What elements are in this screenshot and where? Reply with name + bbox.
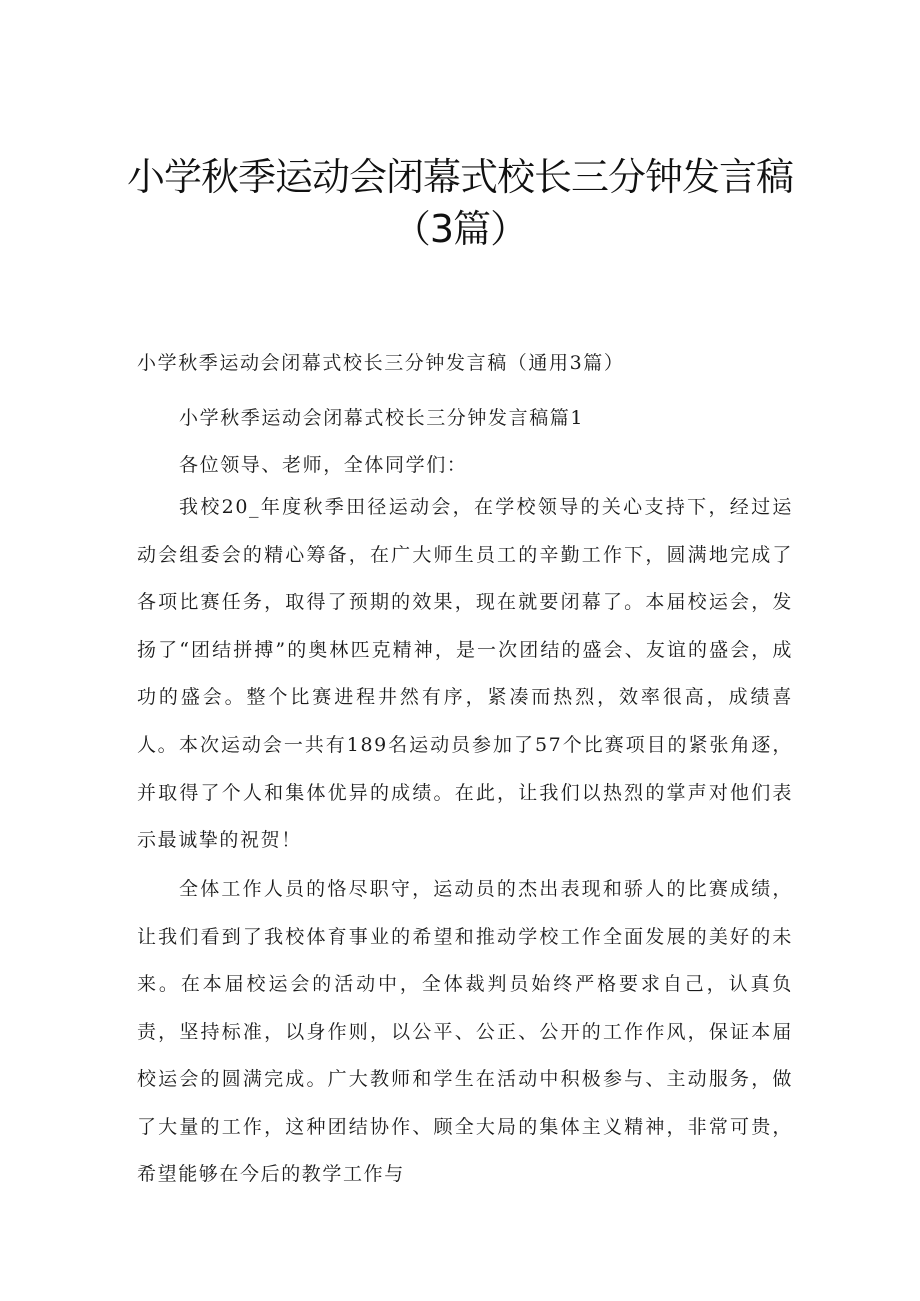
- document-title-line-1: 小学秋季运动会闭幕式校长三分钟发言稿: [126, 155, 793, 199]
- body-paragraph-1: 我校20_年度秋季田径运动会，在学校领导的关心支持下，经过运动会组委会的精心筹备，在广大师生员工的辛勤工作下，圆满地完成了各项比赛任务，取得了预期的效果，现在就要闭幕了。本届校运会，发扬了“团结拼搏”的奥林匹克精神，是一次团结的盛会、友谊的盛会，成功的盛会。整个比赛进程井然有序，紧凑而热烈，效率很高，成绩喜人。: [137, 496, 793, 756]
- document-subtitle: 小学秋季运动会闭幕式校长三分钟发言稿（通用3篇）: [137, 352, 625, 374]
- document-title-line-2: （3篇）: [392, 207, 528, 251]
- salutation: 各位领导、老师，全体同学们：: [179, 454, 468, 476]
- body-paragraph-2: 本次运动会一共有189名运动员参加了57个比赛项目的紧张角逐，并取得了个人和集体优异的成绩。在此，让我们以热烈的掌声对他们表示最诚挚的祝贺！: [137, 734, 793, 851]
- section-heading: 小学秋季运动会闭幕式校长三分钟发言稿篇1: [179, 407, 585, 429]
- body-paragraph-3: 全体工作人员的恪尽职守，运动员的杰出表现和骄人的比赛成绩，让我们看到了我校体育事业的希望和推动学校工作全面发展的美好的未来。在本届校运会的活动中，全体裁判员始终严格要求自己，认真负责，坚持标准，以身作则，以公平、公正、公开的工作作风，保证本届校运会的圆满完成。广大教师和学生在活动中积极参与、主动服务，做了大量的工作，这种团结协作、顾全大局的集体主义精神，非常可贵，希望能够在今后的教学工作与: [137, 878, 793, 1185]
